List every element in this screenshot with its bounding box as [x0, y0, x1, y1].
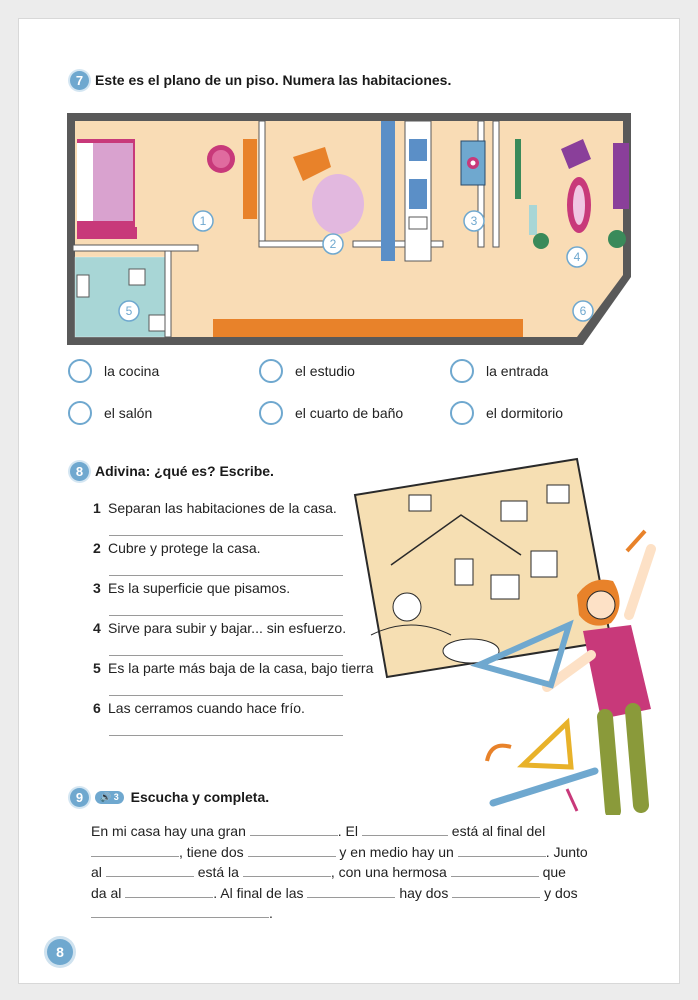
exercise-9-title: 🔊 3 Escucha y completa. — [92, 789, 269, 805]
blank-6[interactable] — [106, 862, 194, 877]
option-dormitorio[interactable] — [450, 401, 563, 425]
hallway-strip — [213, 319, 523, 337]
speaker-icon: 🔊 — [100, 792, 112, 802]
riddle-6: 6 Las cerramos cuando hace frío. — [93, 700, 305, 716]
blueprint-drawing — [355, 459, 611, 677]
answer-circle[interactable] — [259, 359, 283, 383]
answer-line-1[interactable] — [109, 535, 343, 536]
exercise-9-number: 9 — [70, 788, 89, 807]
answer-circle[interactable] — [68, 401, 92, 425]
blank-11[interactable] — [452, 883, 540, 898]
worksheet-page — [18, 18, 680, 984]
blank-9[interactable] — [125, 883, 213, 898]
riddle-4: 4 Sirve para subir y bajar... sin esfuerzo. — [93, 620, 347, 636]
exercise-7-number: 7 — [70, 71, 89, 90]
blank-1[interactable] — [250, 821, 338, 836]
plan-label-1: 1 — [199, 214, 207, 228]
answer-line-5[interactable] — [109, 695, 343, 696]
answer-line-4[interactable] — [109, 655, 343, 656]
option-bano[interactable] — [259, 401, 403, 425]
plan-label-5: 5 — [125, 304, 133, 318]
option-label: el salón — [104, 405, 153, 421]
blank-10[interactable] — [307, 883, 395, 898]
option-label: la entrada — [486, 363, 549, 379]
exercise-9-text: En mi casa hay una gran . El está al final del , tiene dos y en medio hay un . Junto al está la , con una hermosa que da al . Al final de las hay dos y dos . — [91, 823, 588, 921]
blank-7[interactable] — [243, 862, 331, 877]
option-label: la cocina — [104, 363, 160, 379]
blank-2[interactable] — [362, 821, 448, 836]
option-entrada[interactable] — [450, 359, 548, 383]
page-number: 8 — [47, 939, 73, 965]
blank-3[interactable] — [91, 842, 179, 857]
answer-circle[interactable] — [450, 401, 474, 425]
option-label: el dormitorio — [486, 405, 564, 421]
blank-5[interactable] — [458, 842, 546, 857]
plan-label-4: 4 — [573, 250, 581, 264]
option-salon[interactable] — [68, 401, 152, 425]
plan-label-6: 6 — [579, 304, 587, 318]
answer-circle[interactable] — [68, 359, 92, 383]
exercise-8-number: 8 — [70, 462, 89, 481]
drawing-tools — [487, 723, 595, 811]
audio-track-badge[interactable]: 🔊 3 — [95, 791, 124, 804]
armchair-icon — [207, 145, 235, 173]
answer-circle[interactable] — [259, 401, 283, 425]
option-estudio[interactable] — [259, 359, 355, 383]
bed-icon — [77, 139, 137, 239]
option-cocina[interactable] — [68, 359, 159, 383]
blank-8[interactable] — [451, 862, 539, 877]
option-label: el estudio — [295, 363, 355, 379]
exercise-7-title: Este es el plano de un piso. Numera las habitaciones. — [95, 72, 452, 88]
plan-label-3: 3 — [470, 214, 478, 228]
answer-line-6[interactable] — [109, 735, 343, 736]
dining-table-icon — [461, 141, 485, 185]
wardrobe — [243, 139, 257, 219]
exercise-8-title: Adivina: ¿qué es? Escribe. — [95, 463, 274, 479]
answer-line-3[interactable] — [109, 615, 343, 616]
blank-12[interactable] — [91, 903, 269, 918]
riddle-3: 3 Es la superficie que pisamos. — [93, 580, 291, 596]
option-label: el cuarto de baño — [295, 405, 404, 421]
floor-plan — [63, 109, 635, 349]
kitchen-counter — [381, 121, 431, 261]
riddle-2: 2 Cubre y protege la casa. — [93, 540, 261, 556]
plan-label-2: 2 — [329, 237, 337, 251]
architect-illustration — [351, 455, 663, 815]
riddle-5: 5 Es la parte más baja de la casa, bajo tierra — [93, 660, 374, 676]
answer-circle[interactable] — [450, 359, 474, 383]
riddle-1: 1 Separan las habitaciones de la casa. — [93, 500, 337, 516]
blank-4[interactable] — [248, 842, 336, 857]
answer-line-2[interactable] — [109, 575, 343, 576]
